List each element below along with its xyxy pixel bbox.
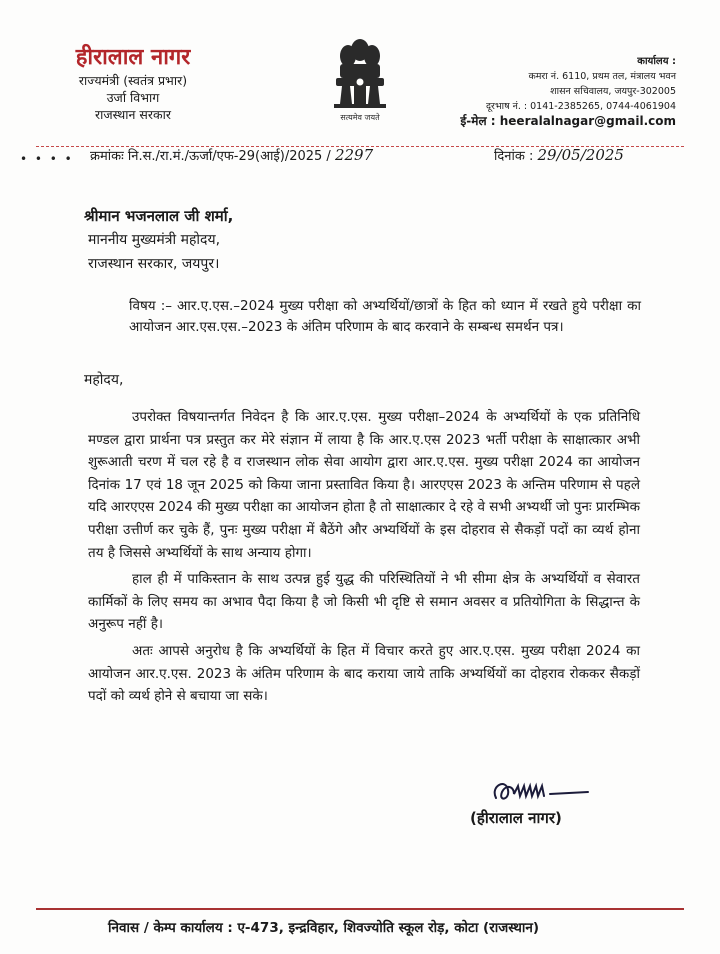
date-label: दिनांक : [494, 149, 534, 164]
government: राजस्थान सरकार [95, 107, 171, 122]
office-secretariat: शासन सचिवालय, जयपुर-302005 [550, 86, 676, 97]
footer-divider [36, 908, 684, 910]
salutation: महोदय, [84, 372, 124, 388]
handwritten-signature [488, 772, 598, 812]
addressee-office: राजस्थान सरकार, जयपुर। [88, 256, 220, 272]
date-line [494, 146, 624, 164]
minister-name: हीरालाल नागर [75, 45, 191, 70]
body-paragraph: अतः आपसे अनुरोध है कि अभ्यर्थियों के हित में विचार करते हुए आर.ए.एस. मुख्य परीक्षा 2024 का आयोजन आर.ए.एस. 2023 के अंतिम परिणाम के बाद कराया जाये ताकि अभ्यर्थियों का दोहराव रोककर सैकड़ों पदों को व्यर्थ होने से बचाया जा सके। [88, 642, 640, 705]
addressee-name: श्रीमान भजनलाल जी शर्मा, [84, 207, 234, 225]
emblem-caption: सत्यमेव जयते [340, 113, 380, 122]
letterhead-right [446, 54, 676, 129]
reference-line [90, 146, 373, 164]
letter-date: 29/05/2025 [537, 146, 624, 164]
body-paragraph: हाल ही में पाकिस्तान के साथ उत्पन्न हुई युद्ध की परिस्थितियों ने भी सीमा क्षेत्र के अभ्यर्थियों व सेवारत कार्मिकों के लिए समय का अभाव पैदा किया है जो किसी भी दृष्टि से समान अवसर व प्रतियोगिता के सिद्धान्त के अनुरूप नहीं है। [88, 571, 640, 633]
letter-body [88, 406, 640, 712]
addressee-title: माननीय मुख्यमंत्री महोदय, [88, 232, 221, 248]
residence-address: निवास / केम्प कार्यालय : ए-473, इन्द्रविहार, शिवज्योति स्कूल रोड़, कोटा (राजस्थान) [108, 920, 540, 936]
subject: विषय :– आर.ए.एस.–2024 मुख्य परीक्षा को अभ्यर्थियों/छात्रों के हित को ध्यान में रखते हुये परीक्षा का आयोजन आर.एस.एस.–2023 के अंतिम परिणाम के बाद करवाने के सम्बन्ध समर्थन पत्र। [129, 298, 641, 335]
designation: राज्यमंत्री (स्वतंत्र प्रभार) [78, 73, 188, 88]
reference-number: 2297 [334, 146, 374, 164]
letterhead-left [48, 44, 218, 123]
reference-prefix: क्रमांकः नि.स./रा.मं./ऊर्जा/एफ-29(आई)/2025 / [90, 149, 331, 164]
national-emblem-icon [328, 34, 392, 120]
office-email: ई-मेल : heeralalnagar@gmail.com [460, 114, 676, 128]
signatory-name: (हीरालाल नागर) [470, 809, 562, 827]
office-phone: दूरभाष नं. : 0141-2385265, 0744-4061904 [486, 101, 676, 112]
margin-dots: • • • • [20, 152, 74, 166]
office-label: कार्यालय : [637, 56, 676, 67]
department: उर्जा विभाग [106, 90, 160, 105]
office-room: कमरा नं. 6110, प्रथम तल, मंत्रालय भवन [528, 71, 676, 82]
body-paragraph: उपरोक्त विषयान्तर्गत निवेदन है कि आर.ए.एस. मुख्य परीक्षा–2024 के अभ्यर्थियों के एक प्रतिनिधि मण्डल द्वारा प्रार्थना पत्र प्रस्तुत कर मेरे संज्ञान में लाया है कि आर.ए.एस 2023 भर्ती परीक्षा के साक्षात्कार अभी शुरूआती चरण में चल रहे है व राजस्थान लोक सेवा आयोग द्वारा आर.ए.एस. मुख्य परीक्षा 2024 का आयोजन दिनांक 17 एवं 18 जून 2025 को किया जाना प्रस्तावित किया है। आरएएस 2023 के अन्तिम परिणाम से पहले यदि आरएएस 2024 की मुख्य परीक्षा का आयोजन होता है तो साक्षात्कार दे रहे वे सभी अभ्यर्थी जो पुनः प्रारम्भिक परीक्षा उत्तीर्ण कर चुके हैं, पुनः मुख्य परीक्षा में बैठेंगे और अभ्यर्थियों के इस दोहराव से सैकड़ों पदों का व्यर्थ होना तय है जिससे अभ्यर्थियों के साथ अन्याय होगा। [88, 409, 640, 561]
addressee-block [84, 204, 233, 276]
